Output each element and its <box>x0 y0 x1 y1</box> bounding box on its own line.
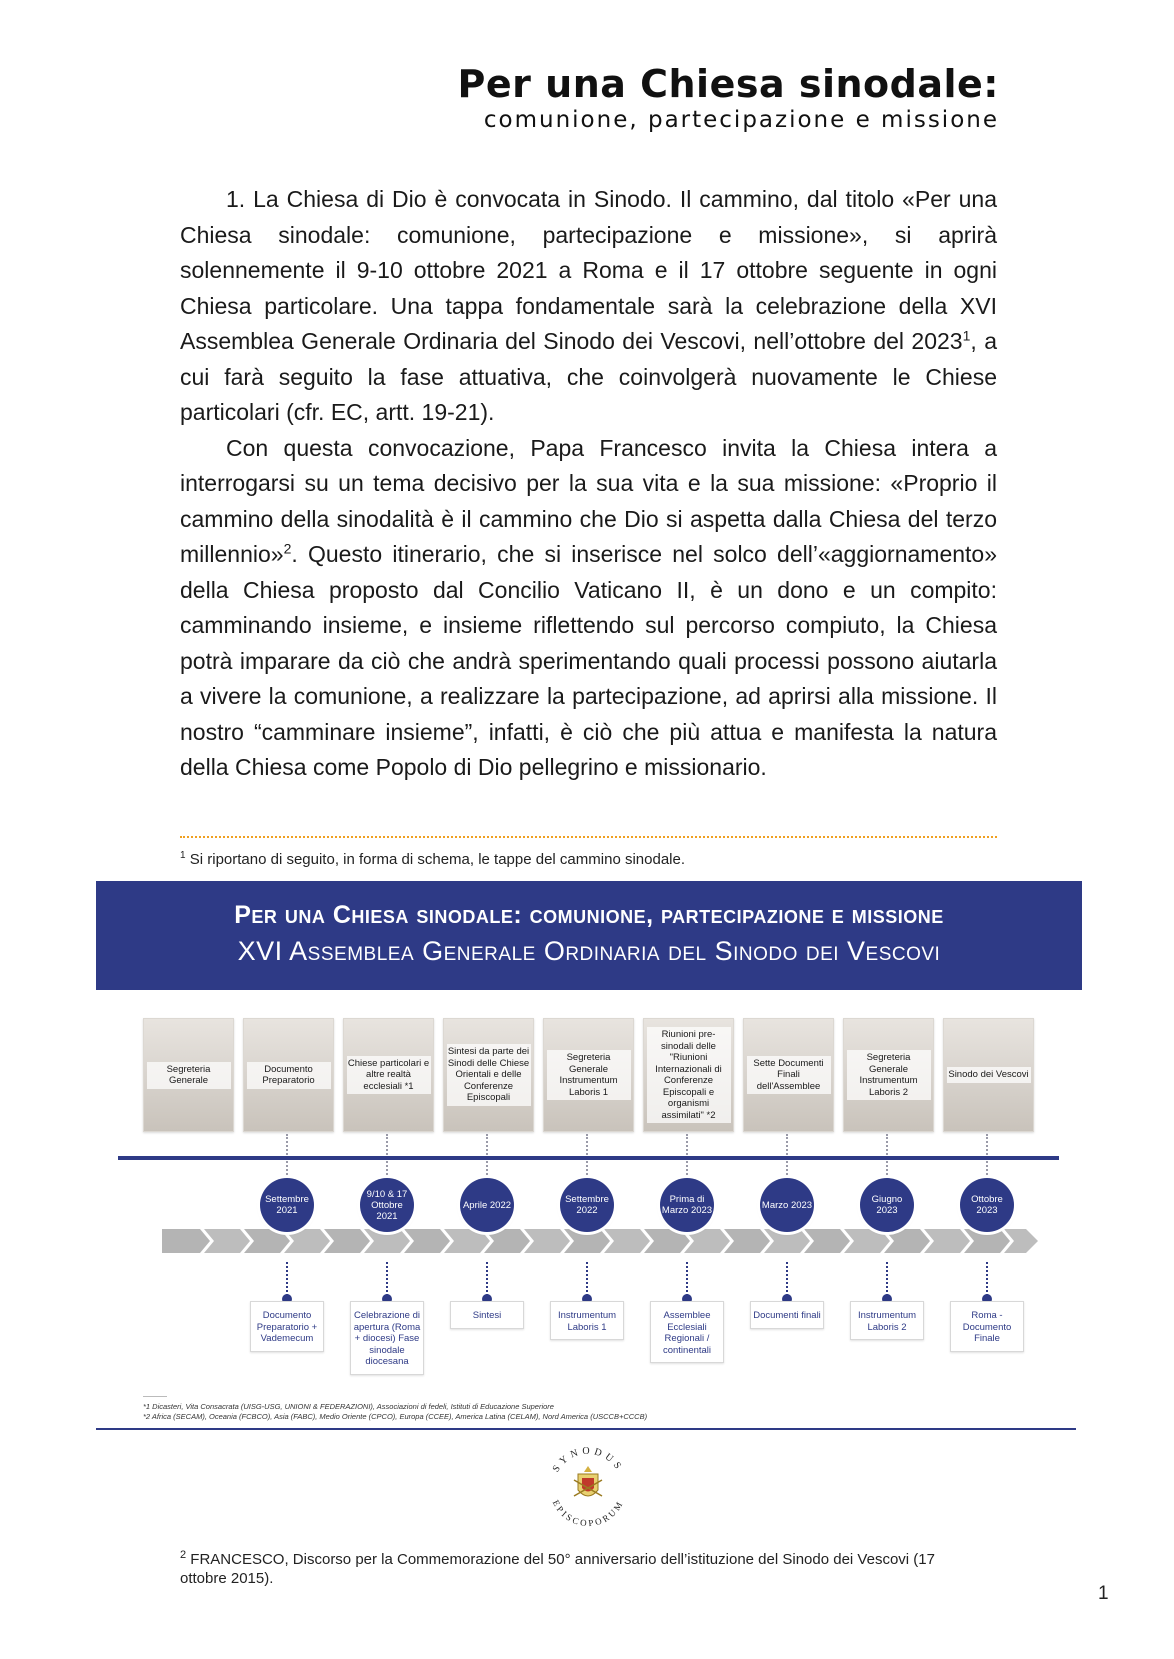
date-bubble <box>660 1178 714 1232</box>
output-box: Sintesi <box>450 1301 524 1329</box>
timeline-line <box>118 1156 1059 1160</box>
date-bubble <box>260 1178 314 1232</box>
main-title: Per una Chiesa sinodale: <box>457 62 999 106</box>
stage-card <box>143 1018 234 1132</box>
output-box: Documenti finali <box>750 1301 824 1329</box>
infographic-banner <box>96 881 1082 990</box>
logo-top-text: SYNODUS <box>550 1446 626 1475</box>
output-box: Assemblee Ecclesiali Regionali / continentali <box>650 1301 724 1363</box>
stage-card <box>543 1018 634 1132</box>
paragraph-2-end: . Questo itinerario, che si inserisce nel solco dell’«aggiornamento» della Chiesa proposto dal Concilio Vaticano II, è un dono e un compito: camminando insieme, e insieme riflettendo sul percorso compiuto, la Chiesa potrà imparare da ciò che andrà sperimentando quali processi possono aiutarla a vivere la comunione, a realizzare la partecipazione, ad aprirsi alla missione. Il nostro “camminare insieme”, infatti, è ciò che più attua e manifesta la natura della Chiesa come Popolo di Dio pellegrino e missionario. <box>180 541 997 780</box>
infographic-notes <box>143 1402 647 1421</box>
stage-card <box>743 1018 834 1132</box>
footnote-2-number: 2 <box>180 1549 187 1561</box>
stage-card-label: Chiese particolari e altre realtà ecclesiali *1 <box>347 1056 431 1095</box>
output-box: Documento Preparatorio + Vademecum <box>250 1301 324 1352</box>
stage-card-label: Sinodo dei Vescovi <box>947 1067 1031 1083</box>
output-box: Roma - Documento Finale <box>950 1301 1024 1352</box>
footnote-2 <box>180 1546 980 1588</box>
date-bubble <box>760 1178 814 1232</box>
stage-card-label: Segreteria Generale Instrumentum Laboris 1 <box>547 1050 631 1100</box>
stage-card <box>443 1018 534 1132</box>
footnote-1 <box>180 850 685 868</box>
infographic-bottom-rule <box>96 1428 1076 1430</box>
banner-title: Per una Chiesa sinodale: comunione, partecipazione e missione <box>234 901 944 929</box>
page-header <box>458 62 999 134</box>
footnote-ref-1: 1 <box>962 327 971 344</box>
date-label: Settembre 2022 <box>565 1194 609 1216</box>
paragraph-2 <box>180 431 997 786</box>
date-label: Aprile 2022 <box>462 1199 512 1211</box>
coat-of-arms-icon <box>574 1466 602 1496</box>
output-box: Celebrazione di apertura (Roma + diocesi) Fase sinodale diocesana <box>350 1301 424 1375</box>
subtitle: comunione, partecipazione e missione <box>483 107 999 133</box>
synodus-episcoporum-logo <box>540 1440 636 1536</box>
body-text <box>180 182 997 786</box>
paragraph-2-text: Con questa convocazione, Papa Francesco invita la Chiesa intera a interrogarsi su un tema decisivo per la sua vita e la sua missione: «Proprio il cammino della sinodalità è il cammino che Dio si aspetta dalla Chiesa del terzo millennio» <box>180 434 997 567</box>
stage-card-label: Documento Preparatorio <box>247 1062 331 1089</box>
date-label: Giugno 2023 <box>871 1194 903 1216</box>
stage-card-label: Segreteria Generale <box>147 1062 231 1089</box>
paragraph-1 <box>180 182 997 431</box>
paragraph-1-text: 1. La Chiesa di Dio è convocata in Sinodo. Il cammino, dal titolo «Per una Chiesa sinodale: comunione, partecipazione e missione», si aprirà solennemente il 9-10 ottobre 2021 a Roma e il 17 ottobre seguente in ogni Chiesa particolare. Una tappa fondamentale sarà la celebrazione della XVI Assemblea Generale Ordinaria del Sinodo dei Vescovi, nell’ottobre del 2023 <box>180 186 997 354</box>
date-label: Marzo 2023 <box>761 1199 813 1211</box>
stage-card <box>943 1018 1034 1132</box>
stage-cards <box>143 1018 1043 1132</box>
stage-card <box>243 1018 334 1132</box>
banner-subtitle: XVI Assemblea Generale Ordinaria del Sinodo dei Vescovi <box>237 936 941 966</box>
footnote-2-text: FRANCESCO, Discorso per la Commemorazione del 50° anniversario dell’istituzione del Sinodo dei Vescovi (17 ottobre 2015). <box>180 1551 935 1587</box>
footnote-divider <box>180 836 997 838</box>
output-box: Instrumentum Laboris 1 <box>550 1301 624 1340</box>
date-label: Settembre 2021 <box>265 1194 309 1216</box>
footnote-1-number: 1 <box>180 850 186 861</box>
stage-card <box>343 1018 434 1132</box>
stage-card-label: Segreteria Generale Instrumentum Laboris 2 <box>847 1050 931 1100</box>
stage-card <box>643 1018 734 1132</box>
date-bubble <box>960 1178 1014 1232</box>
date-label: Ottobre 2023 <box>971 1194 1003 1216</box>
notes-rule <box>143 1396 167 1397</box>
date-bubble <box>860 1178 914 1232</box>
date-label: Prima di Marzo 2023 <box>661 1194 713 1216</box>
note-1: *1 Dicasteri, Vita Consacrata (UISG-USG, UNIONI & FEDERAZIONI), Associazioni di fedeli, Istituti di Educazione Superiore <box>143 1402 554 1411</box>
stage-card-label: Sette Documenti Finali dell'Assemblee <box>747 1056 831 1095</box>
date-bubble <box>460 1178 514 1232</box>
date-label: 9/10 & 17 Ottobre 2021 <box>366 1188 408 1222</box>
svg-text:EPISCOPORUM <box>551 1498 626 1528</box>
date-bubble <box>360 1178 414 1232</box>
stage-card <box>843 1018 934 1132</box>
footnote-1-text: Si riportano di seguito, in forma di schema, le tappe del cammino sinodale. <box>189 851 685 868</box>
date-bubble <box>560 1178 614 1232</box>
note-2: *2 Africa (SECAM), Oceania (FCBCO), Asia (FABC), Medio Oriente (CPCO), Europa (CCEE), America Latina (CELAM), Nord America (USCCB+CCCB) <box>143 1411 648 1421</box>
output-box: Instrumentum Laboris 2 <box>850 1301 924 1340</box>
stage-card-label: Sintesi da parte dei Sinodi delle Chiese Orientali e delle Conferenze Episcopali <box>447 1044 531 1106</box>
page-number: 1 <box>1098 1583 1109 1604</box>
paragraph-1-end: , a cui farà seguito la fase attuativa, che coinvolgerà nuovamente le Chiese particolari (cfr. EC, artt. 19-21). <box>180 328 997 425</box>
stage-card-label: Riunioni pre-sinodali delle "Riunioni Internazionali di Conferenze Episcopali e organismi assimilati" *2 <box>647 1027 731 1123</box>
logo-bottom-text: EPISCOPORUM <box>550 1498 626 1529</box>
footnote-ref-2: 2 <box>283 540 292 557</box>
timeline-arrows <box>162 1229 1038 1253</box>
